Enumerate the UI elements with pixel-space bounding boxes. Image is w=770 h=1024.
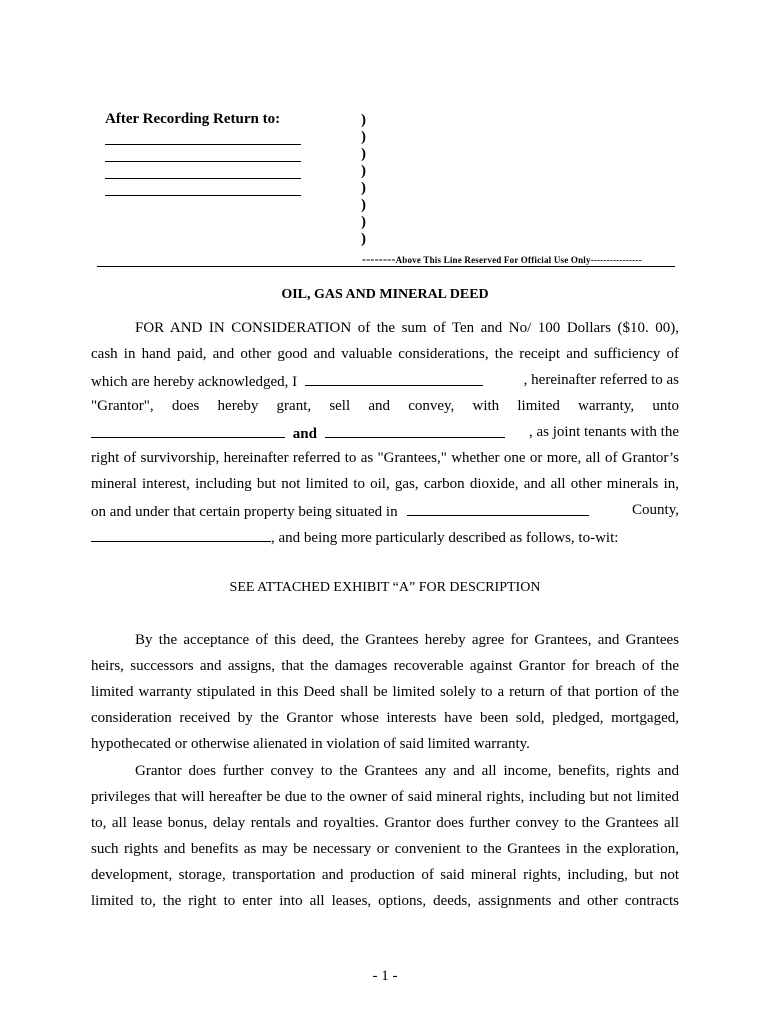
body-line: privileges that will hereafter be due to the owner of said mineral rights, including but not limited xyxy=(91,789,679,805)
body-line: and , as joint tenants with the xyxy=(91,424,679,443)
grantee-two-field[interactable] xyxy=(325,424,505,438)
body-line: FOR AND IN CONSIDERATION of the sum of Ten and No/ 100 Dollars ($10. 00), xyxy=(135,320,679,336)
official-use-divider xyxy=(97,266,675,267)
body-line: , and being more particularly described as follows, to-wit: xyxy=(91,528,679,547)
body-line: such rights and benefits as may be necessary or convenient to the Grantees in the exploration, xyxy=(91,841,679,857)
deed-title: OIL, GAS AND MINERAL DEED xyxy=(281,287,489,302)
return-address-label: After Recording Return to: xyxy=(105,111,281,127)
return-address-line[interactable] xyxy=(105,195,301,196)
bracket-paren: ) xyxy=(361,197,366,213)
body-line: right of survivorship, hereinafter referred to as "Grantees," whether one or more, all of Grantor’s xyxy=(91,450,679,466)
body-line: development, storage, transportation and production of said mineral rights, including, but not xyxy=(91,867,679,883)
official-use-notice: --------Above This Line Reserved For Official Use Only---------------- xyxy=(362,252,642,266)
body-line: "Grantor", does hereby grant, sell and convey, with limited warranty, unto xyxy=(91,398,679,414)
body-line: which are hereby acknowledged, I , hereinafter referred to as xyxy=(91,372,679,390)
bracket-paren: ) xyxy=(361,163,366,179)
return-address-line[interactable] xyxy=(105,144,301,145)
body-line: heirs, successors and assigns, that the damages recoverable against Grantor for breach of the xyxy=(91,658,679,674)
bracket-paren: ) xyxy=(361,129,366,145)
bracket-paren: ) xyxy=(361,214,366,230)
state-field[interactable] xyxy=(91,528,271,542)
exhibit-reference: SEE ATTACHED EXHIBIT “A” FOR DESCRIPTION xyxy=(229,580,541,595)
bracket-paren: ) xyxy=(361,112,366,128)
body-line: consideration received by the Grantor whose interests have been sold, pledged, mortgaged, xyxy=(91,710,679,726)
return-address-line[interactable] xyxy=(105,161,301,162)
body-line: to, all lease bonus, delay rentals and royalties. Grantor does further convey to the Grantees all xyxy=(91,815,679,831)
body-line: Grantor does further convey to the Grantees any and all income, benefits, rights and xyxy=(135,763,679,779)
page-number: - 1 - xyxy=(372,968,398,984)
bracket-paren: ) xyxy=(361,180,366,196)
body-line: mineral interest, including but not limited to oil, gas, carbon dioxide, and all other minerals in, xyxy=(91,476,679,492)
body-line: limited to, the right to enter into all leases, options, deeds, assignments and other contracts xyxy=(91,893,679,909)
body-line: limited warranty stipulated in this Deed shall be limited solely to a return of that portion of the xyxy=(91,684,679,700)
body-line: on and under that certain property being situated in County, xyxy=(91,502,679,520)
bracket-paren: ) xyxy=(361,146,366,162)
county-field[interactable] xyxy=(407,502,589,516)
body-line: cash in hand paid, and other good and valuable considerations, the receipt and sufficiency of xyxy=(91,346,679,362)
grantee-one-field[interactable] xyxy=(91,424,285,438)
return-address-line[interactable] xyxy=(105,178,301,179)
body-line: By the acceptance of this deed, the Grantees hereby agree for Grantees, and Grantees xyxy=(135,632,679,648)
grantor-name-field[interactable] xyxy=(305,372,483,386)
bracket-paren: ) xyxy=(361,231,366,247)
body-line: hypothecated or otherwise alienated in violation of said limited warranty. xyxy=(91,736,530,752)
